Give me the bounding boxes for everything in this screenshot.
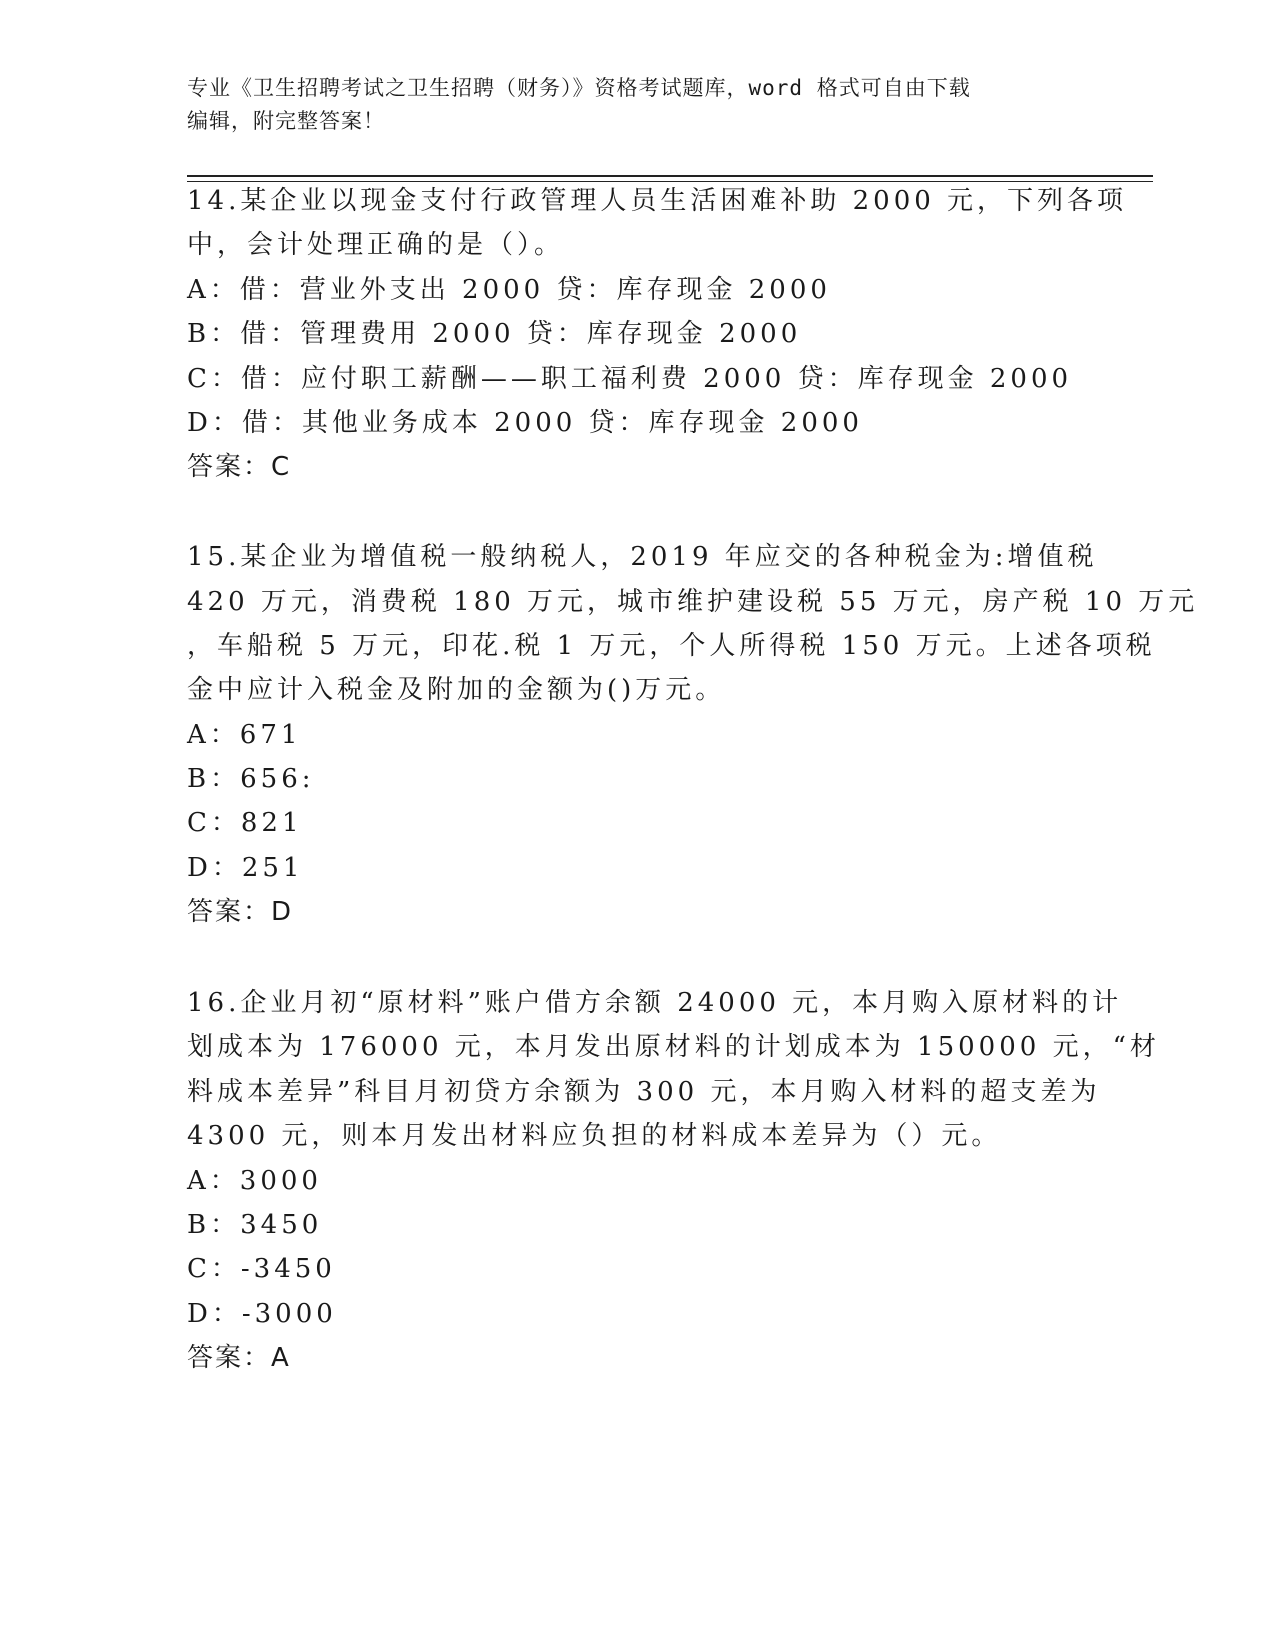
option-c: C：-3450 [187,1254,336,1284]
question-stem-line: ，车船税 5 万元，印花.税 1 万元，个人所得税 150 万元。上述各项税 [187,631,1156,661]
question-stem-line: 划成本为 176000 元，本月发出原材料的计划成本为 150000 元，“材 [187,1032,1160,1062]
question-stem-line: 金中应计入税金及附加的金额为()万元。 [187,675,726,705]
option-d: D：251 [187,853,304,883]
header-divider [187,175,1153,177]
option-a: A：671 [187,720,302,750]
option-d: D：-3000 [187,1299,337,1329]
option-b: B：借：管理费用 2000 贷：库存现金 2000 [187,319,802,349]
header-line-1: 专业《卫生招聘考试之卫生招聘（财务）》资格考试题库，word 格式可自由下载 [187,76,971,100]
answer-label: 答案：A [187,1343,291,1373]
question-stem-line: 14.某企业以现金支付行政管理人员生活困难补助 2000 元，下列各项 [187,186,1128,216]
question-stem-line: 中，会计处理正确的是（）。 [187,230,565,260]
question-stem-line: 15.某企业为增值税一般纳税人，2019 年应交的各种税金为:增值税 [187,542,1098,572]
question-stem-line: 4300 元，则本月发出材料应负担的材料成本差异为（）元。 [187,1121,1002,1151]
question-stem-line: 16.企业月初“原材料”账户借方余额 24000 元，本月购入原材料的计 [187,988,1123,1018]
header-divider-thin [187,181,1153,182]
answer-label: 答案：D [187,897,294,927]
question-stem-line: 料成本差异”科目月初贷方余额为 300 元，本月购入材料的超支差为 [187,1077,1101,1107]
question-stem-line: 420 万元，消费税 180 万元，城市维护建设税 55 万元，房产税 10 万元 [187,587,1199,617]
option-c: C：借：应付职工薪酬——职工福利费 2000 贷：库存现金 2000 [187,364,1073,394]
header-line-2: 编辑，附完整答案！ [187,109,385,133]
option-b: B：3450 [187,1210,323,1240]
option-c: C：821 [187,808,303,838]
document-header [187,72,1087,138]
option-a: A：3000 [187,1166,322,1196]
option-a: A：借：营业外支出 2000 贷：库存现金 2000 [187,275,831,305]
answer-label: 答案：C [187,452,292,482]
option-b: B：656: [187,764,315,794]
option-d: D：借：其他业务成本 2000 贷：库存现金 2000 [187,408,863,438]
